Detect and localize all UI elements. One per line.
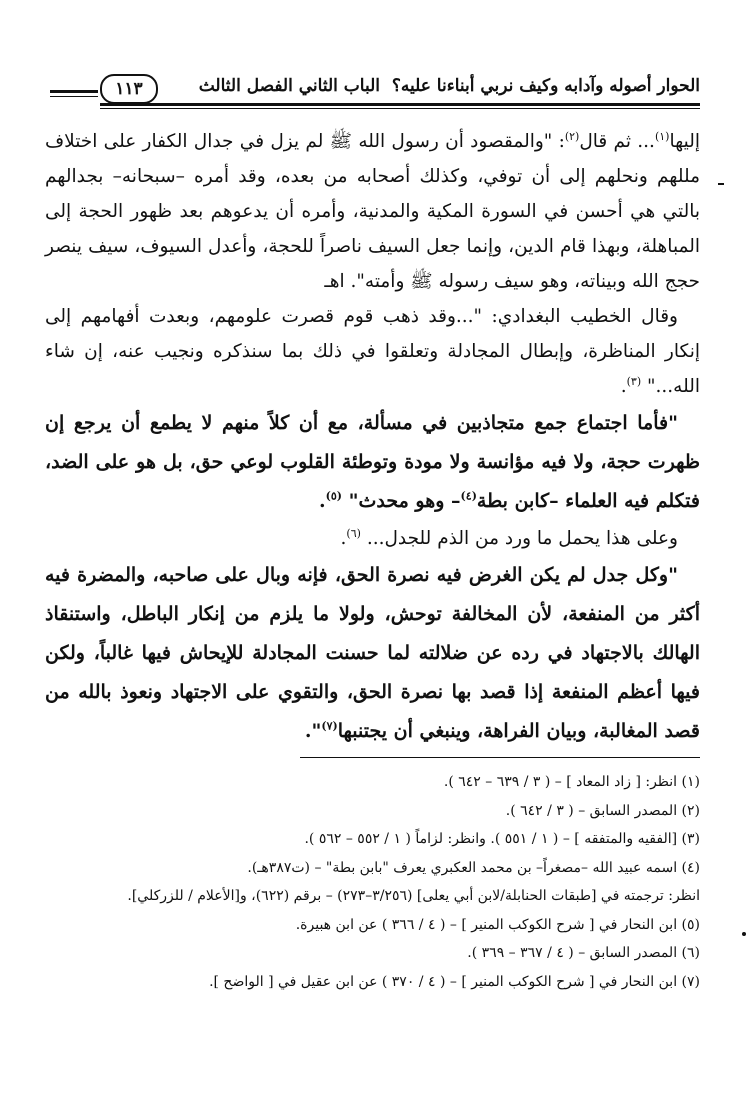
chapter-title: الباب الثاني الفصل الثالث [198,76,380,96]
footnote-ref: (٤) [460,489,477,503]
text-segment: : "والمقصود أن رسول الله ﷺ لم يزل في جدال الكفار على اختلاف مللهم ونحلهم إلى أن توفي، وكذلك أصحابه من بعده، وقد أمره –سبحانه– بجدالهم بالتي هي أحسن في السورة المكية والمدنية، وأمره أن يدعوهم بعد ظهور الحجة إلى المباهلة، وبهذا قام الدين، وإنما جعل السيف ناصراً للحجة، وأعدل السيوف، سيف ينصر حجج الله وبيناته، وهو سيف رسوله ﷺ وأمته". اهـ [45,131,700,292]
header-rule-left-thick [50,90,98,93]
footnote: انظر: ترجمته في [طبقات الحنابلة/لابن أبي يعلى] (٣/٢٥٦–٢٧٣) – برقم (٦٢٢)، و[الأعلام / للزركلي]. [127,888,700,904]
text-segment: "فأما اجتماع جمع متجاذبين في مسألة، مع أن كلاً منهم لا يطمع أن يرجع إن ظهرت حجة، ولا فيه مؤانسة ولا مودة وتوطئة القلوب لوعي حق، بل هو على الضد، فتكلم فيه العلماء –كابن بطة [45,412,700,512]
footnote-ref: (٣) [626,374,642,388]
paragraph [45,299,700,404]
text-segment: وعلى هذا يحمل ما ورد من الذم للجدل... [360,528,678,549]
text-segment: ... ثم قال [579,131,655,152]
text-segment: وقال الخطيب البغدادي: "...وقد ذهب قوم قصرت علومهم، وبعدت أفهامهم إلى إنكار المناظرة، وإبطال المجادلة وتعلقوا في ذلك بما سنذكره ونجيب عنه، إن شاء الله..." [45,306,700,397]
text-segment: . [620,376,627,397]
footnote-separator [300,757,700,758]
footnote: (٢) المصدر السابق – ( ٣ / ٦٤٢ ). [505,802,700,819]
footnote-ref: (٥) [325,489,342,503]
paragraph [45,556,700,751]
footnotes [45,768,700,996]
header-rule-thin [100,108,700,109]
paragraph [45,521,700,556]
footnote: (٦) المصدر السابق – ( ٤ / ٣٦٧ – ٣٦٩ ). [467,945,700,961]
footnote-ref: (٧) [321,719,338,733]
text-segment: – وهو محدث" [341,490,461,512]
main-text [45,124,700,751]
text-segment: إليها [669,131,700,152]
paragraph [45,404,700,521]
footnote: (١) انظر: [ زاد المعاد ] – ( ٣ / ٦٣٩ – ٦٤٢ ). [443,774,700,790]
footnote: (٥) ابن النحار في [ شرح الكوكب المنير ] – ( ٤ / ٣٦٦ ) عن ابن هبيرة. [295,916,700,933]
text-segment: ". [304,720,322,742]
margin-mark [718,183,724,185]
footnote: (٣) [الفقيه والمتفقه ] – ( ١ / ٥٥١ ). وانظر: لزاماً ( ١ / ٥٥٢ – ٥٦٢ ). [304,831,700,847]
page-number: ١١٣ [100,74,158,104]
footnote: (٤) اسمه عبيد الله –مصغراً– بن محمد العكبري يعرف "بابن بطة" – (ت٣٨٧هـ). [247,859,700,876]
text-segment: . [319,490,326,512]
header-rule-left-thin [50,96,98,97]
footnote-ref: (٦) [346,526,361,540]
paragraph [45,124,700,299]
footnote: (٧) ابن النحار في [ شرح الكوكب المنير ] – ( ٤ / ٣٧٠ ) عن ابن عقيل في [ الواضح ]. [209,973,700,990]
header-rule-thick [100,103,700,106]
margin-dot [742,932,746,936]
text-segment: "وكل جدل لم يكن الغرض فيه نصرة الحق، فإنه وبال على صاحبه، والمضرة فيه أكثر من المنفعة، لأن المخالفة توحش، ولولا ما يلزم من إنكار الباطل، واستنقاذ الهالك بالاجتهاد في رده عن ضلالته لما حسنت المجادلة للإيحاش فيها غالباً، ولكن فيها أعظم المنفعة إذا قصد بها نصرة الحق، والتقوي على الاجتهاد ونعوذ بالله من قصد المغالبة، وبيان الفراهة، وينبغي أن يجتنبها [45,564,700,742]
footnote-ref: (٢) [564,129,580,143]
page-header [50,74,700,110]
text-segment: . [340,528,347,549]
footnote-ref: (١) [654,129,670,143]
book-title: الحوار أصوله وآدابه وكيف نربي أبناءنا عليه؟ [391,76,700,96]
